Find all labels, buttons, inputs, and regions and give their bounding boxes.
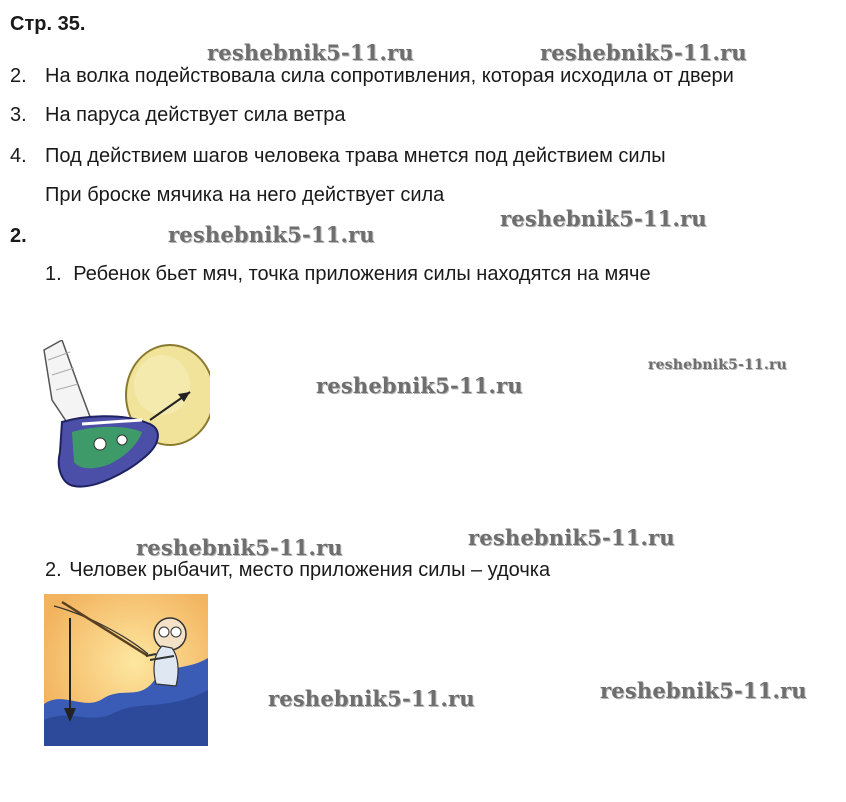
watermark: reshebnik5-11.ru <box>600 678 807 703</box>
sub-item-number: 1. <box>45 263 62 285</box>
sub-item-2 <box>45 558 550 582</box>
list-item-4-continuation: При броске мячика на него действует сила <box>45 184 445 206</box>
watermark: reshebnik5-11.ru <box>268 686 475 711</box>
list-item-4 <box>10 144 27 168</box>
sub-item-text: Человек рыбачит, место приложения силы – удочка <box>69 559 551 581</box>
watermark: reshebnik5-11.ru <box>207 40 414 65</box>
watermark: reshebnik5-11.ru <box>168 222 375 247</box>
watermark: reshebnik5-11.ru <box>136 535 343 560</box>
list-item-number: 3. <box>10 104 27 126</box>
watermark: reshebnik5-11.ru <box>316 373 523 398</box>
list-item-number: 4. <box>10 145 27 167</box>
sub-item-1 <box>45 262 651 286</box>
list-item-2 <box>10 64 27 88</box>
list-item-number: 2. <box>10 65 27 87</box>
list-item-3-text: На паруса действует сила ветра <box>45 104 346 126</box>
kicking-ball-illustration <box>42 340 210 492</box>
fishing-man-illustration <box>44 594 208 746</box>
section-2-number: 2. <box>10 225 27 247</box>
watermark: reshebnik5-11.ru <box>468 525 675 550</box>
list-item-2-text: На волка подействовала сила сопротивления, которая исходила от двери <box>45 65 734 87</box>
watermark: reshebnik5-11.ru <box>648 357 787 373</box>
sub-item-number: 2. <box>45 559 62 581</box>
list-item-4-text: Под действием шагов человека трава мнется под действием силы <box>45 145 666 167</box>
list-item-3 <box>10 103 27 127</box>
watermark: reshebnik5-11.ru <box>540 40 747 65</box>
watermark: reshebnik5-11.ru <box>500 206 707 231</box>
page-heading: Стр. 35. <box>10 13 86 35</box>
sub-item-text: Ребенок бьет мяч, точка приложения силы находятся на мяче <box>73 263 651 285</box>
